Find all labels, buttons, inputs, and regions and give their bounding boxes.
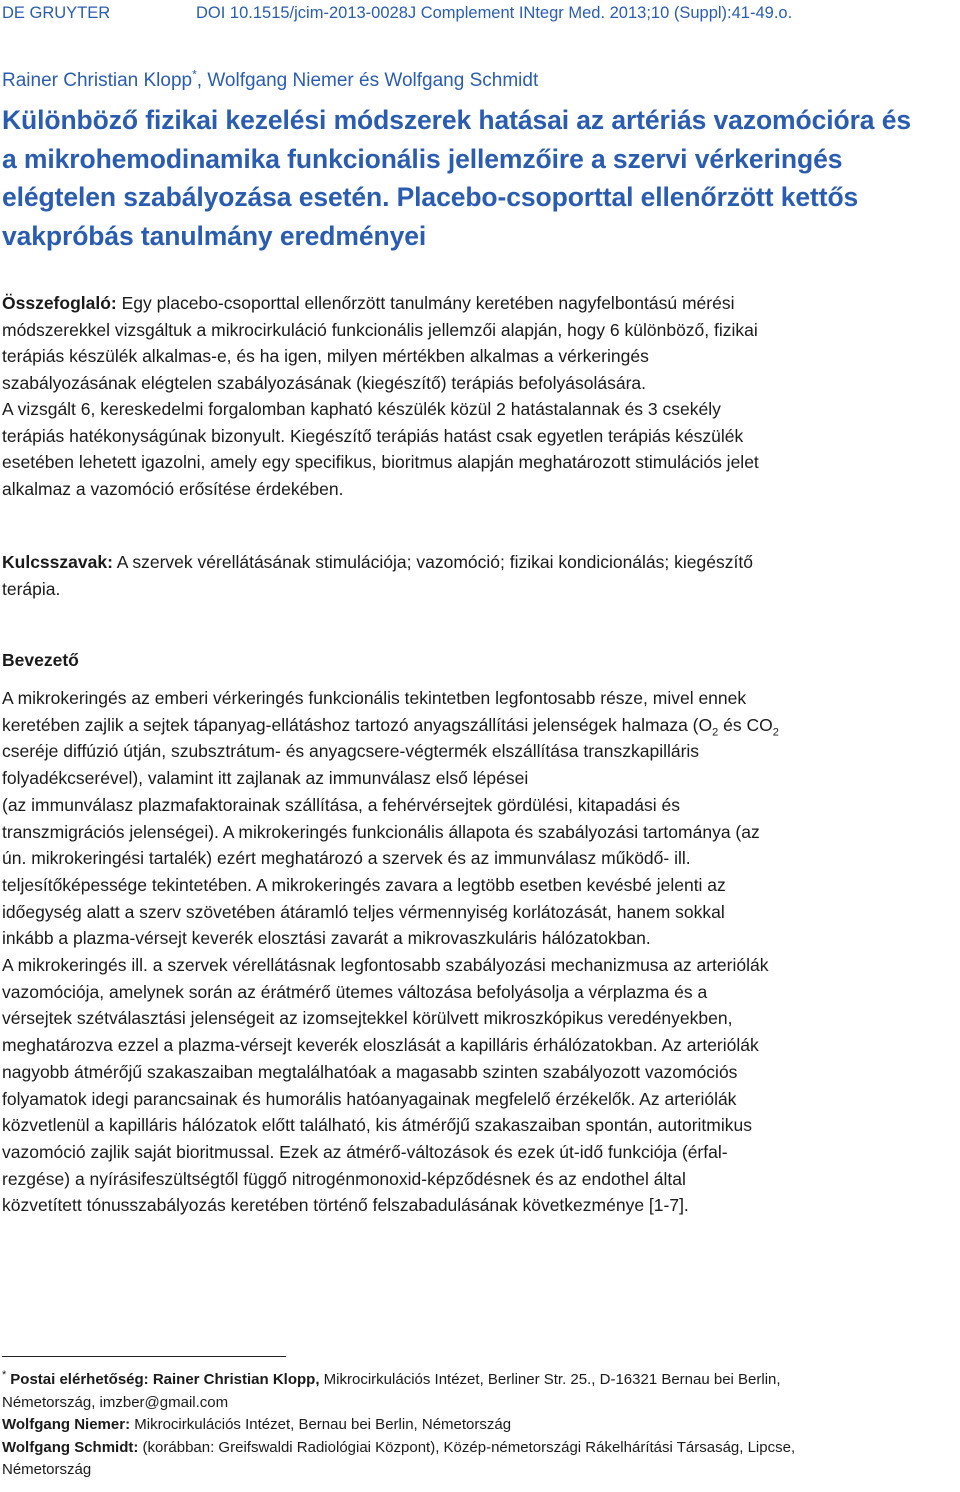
footnote-label: Wolfgang Schmidt: bbox=[2, 1438, 139, 1456]
abstract-line: Összefoglaló: Egy placebo-csoporttal ellenőrzött tanulmány keretében nagyfelbontású mérési bbox=[2, 293, 735, 313]
intro-line: (az immunválasz plazmafaktorainak szállítása, a fehérvérsejtek gördülési, kitapadási és bbox=[2, 794, 680, 815]
intro-line: keretében zajlik a sejtek tápanyag-ellátáshoz tartozó anyagszállítási jelenségek halmaza ($O_2$ és $CO_2$ bbox=[2, 714, 779, 739]
intro-line: vérsejtek szétválasztási jelenségeit az izomsejtekkel körülvett mikroszkópikus veredényekben, bbox=[2, 1008, 733, 1029]
footnote-label: Wolfgang Niemer: bbox=[2, 1416, 131, 1433]
intro-line: nagyobb átmérőjű szakaszaiban megtalálhatóak a magasabb szinten szabályozott vazomóciós bbox=[2, 1061, 738, 1082]
intro-line: inkább a plazma-vérsejt keverék elosztási zavarát a mikrovaszkuláris hálózatokban. bbox=[2, 928, 651, 949]
abstract-line: alkalmaz a vazomóció erősítése érdekében. bbox=[2, 478, 344, 499]
title-line: a mikrohemodinamika funkcionális jellemzőire a szervi vérkeringés bbox=[2, 143, 843, 174]
subscript: 2 bbox=[772, 726, 779, 739]
footnote-divider bbox=[2, 1356, 286, 1357]
keywords-label: Kulcsszavak: bbox=[2, 552, 113, 572]
intro-line: vazomóciója, amelynek során az érátmérő ütemes változása befolyásolja a vérplazma és a bbox=[2, 981, 708, 1002]
introduction-text bbox=[2, 685, 952, 1219]
abstract-line: terápiás hatékonyságúnak bizonyult. Kiegészítő terápiás hatást csak egyetlen terápiás készülék bbox=[2, 425, 744, 446]
abstract bbox=[2, 290, 952, 502]
intro-line: A mikrokeringés az emberi vérkeringés funkcionális tekintetben legfontosabb része, mivel ennek bbox=[2, 688, 747, 708]
intro-line: folyadékcserével), valamint itt zajlanak az immunválasz első lépései bbox=[2, 768, 529, 789]
intro-line: vazomóció zajlik saját bioritmussal. Ezek az átmérő-változások és ezek út-idő funkciója (érfal- bbox=[2, 1141, 728, 1162]
abstract-line: esetében lehetett igazolni, amely egy specifikus, bioritmus alapján meghatározott stimulációs jelet bbox=[2, 452, 759, 472]
abstract-line: módszerekkel vizsgáltuk a mikrocirkuláció funkcionális jellemzői alapján, hogy 6 különböző, fizikai bbox=[2, 319, 758, 340]
intro-line: cseréje diffúzió útján, szubsztrátum- és anyagcsere-végtermék elszállítása transzkapilláris bbox=[2, 741, 700, 762]
author-line bbox=[2, 68, 538, 94]
footnote-mark: * bbox=[2, 1369, 7, 1381]
intro-line: teljesítőképessége tekintetében. A mikrokeringés zavara a legtöbb esetben kevésbé jelenti az bbox=[2, 874, 726, 895]
subscript: 2 bbox=[712, 726, 719, 739]
footnote-line: Wolfgang Niemer: Mikrocirkulációs Intézet, Bernau bei Berlin, Németország bbox=[2, 1416, 512, 1433]
footnote-line: Németország, imzber@gmail.com bbox=[2, 1393, 229, 1411]
abstract-line: A vizsgált 6, kereskedelmi forgalomban kapható készülék közül 2 hatástalannak és 3 csekély bbox=[2, 399, 721, 419]
abstract-label: Összefoglaló: bbox=[2, 293, 117, 313]
intro-line: közvetített tónusszabályozás keretében történő felszabadulásának következménye [1-7]. bbox=[2, 1195, 689, 1216]
footnote-line: * Postai elérhetőség: Rainer Christian Klopp, Mikrocirkulációs Intézet, Berliner Str. 25., D-16321 Bernau bei Berlin, bbox=[2, 1369, 781, 1388]
footnotes bbox=[2, 1369, 952, 1482]
abstract-line: terápiás készülék alkalmas-e, és ha igen, milyen mértékben alkalmas a vérkeringés bbox=[2, 346, 649, 366]
intro-line: transzmigrációs jelenségei). A mikrokeringés funkcionális állapota és szabályozási tartománya (az bbox=[2, 821, 760, 842]
section-heading: Bevezető bbox=[2, 650, 79, 670]
intro-line: közvetlenül a kapilláris hálózatok előtt található, kis átmérőjű szakaszaiban spontán, autoritmikus bbox=[2, 1115, 752, 1136]
intro-line: folyamatok idegi parancsainak és humorális hatóanyagainak megfelelő érzékelők. Az arteriólák bbox=[2, 1088, 737, 1109]
intro-line: időegység alatt a szerv szövetében átáramló teljes vérmennyiség korlátozását, hanem sokkal bbox=[2, 901, 725, 922]
publisher-name: DE GRUYTER bbox=[2, 4, 111, 22]
title-line: Különböző fizikai kezelési módszerek hatásai az artériás vazomócióra és bbox=[2, 105, 911, 135]
title-line: elégtelen szabályozása esetén. Placebo-csoporttal ellenőrzött kettős bbox=[2, 182, 859, 212]
intro-line: rezgése) a nyírásifeszültségtől függő nitrogénmonoxid-képződésnek és az endothel által bbox=[2, 1168, 686, 1189]
running-header bbox=[2, 2, 958, 24]
footnote-label: Postai elérhetőség: Rainer Christian Klopp, bbox=[10, 1371, 320, 1388]
other-authors: , Wolfgang Niemer és Wolfgang Schmidt bbox=[196, 70, 539, 91]
keywords-line: terápia. bbox=[2, 578, 61, 599]
intro-line: A mikrokeringés ill. a szervek vérellátásnak legfontosabb szabályozási mechanizmusa az arteriólák bbox=[2, 955, 769, 976]
intro-line: meghatározva ezzel a plazma-vérsejt keverék eloszlását a kapilláris érhálózatokban. Az arteriólák bbox=[2, 1035, 759, 1056]
first-author: Rainer Christian Klopp bbox=[2, 70, 193, 91]
keywords bbox=[2, 549, 952, 602]
footnote-line: Németország bbox=[2, 1461, 92, 1478]
footnote-line: Wolfgang Schmidt: (korábban: Greifswaldi Radiológiai Központ), Közép-németországi Rákelhárítási Társaság, Lipcse, bbox=[2, 1438, 796, 1456]
intro-line: ún. mikrokeringési tartalék) ezért meghatározó a szervek és az immunválasz működő- ill. bbox=[2, 848, 691, 869]
abstract-line: szabályozásának elégtelen szabályozásának (kiegészítő) terápiás befolyásolására. bbox=[2, 372, 646, 393]
article-title bbox=[2, 101, 958, 255]
doi-citation[interactable]: DOI 10.1515/jcim-2013-0028J Complement INtegr Med. 2013;10 (Suppl):41-49.o. bbox=[196, 4, 793, 22]
title-line: vakpróbás tanulmány eredményei bbox=[2, 220, 427, 251]
corresponding-author-mark: * bbox=[192, 67, 197, 82]
keywords-line: Kulcsszavak: A szervek vérellátásának stimulációja; vazomóció; fizikai kondicionálás; kiegészítő bbox=[2, 552, 753, 572]
